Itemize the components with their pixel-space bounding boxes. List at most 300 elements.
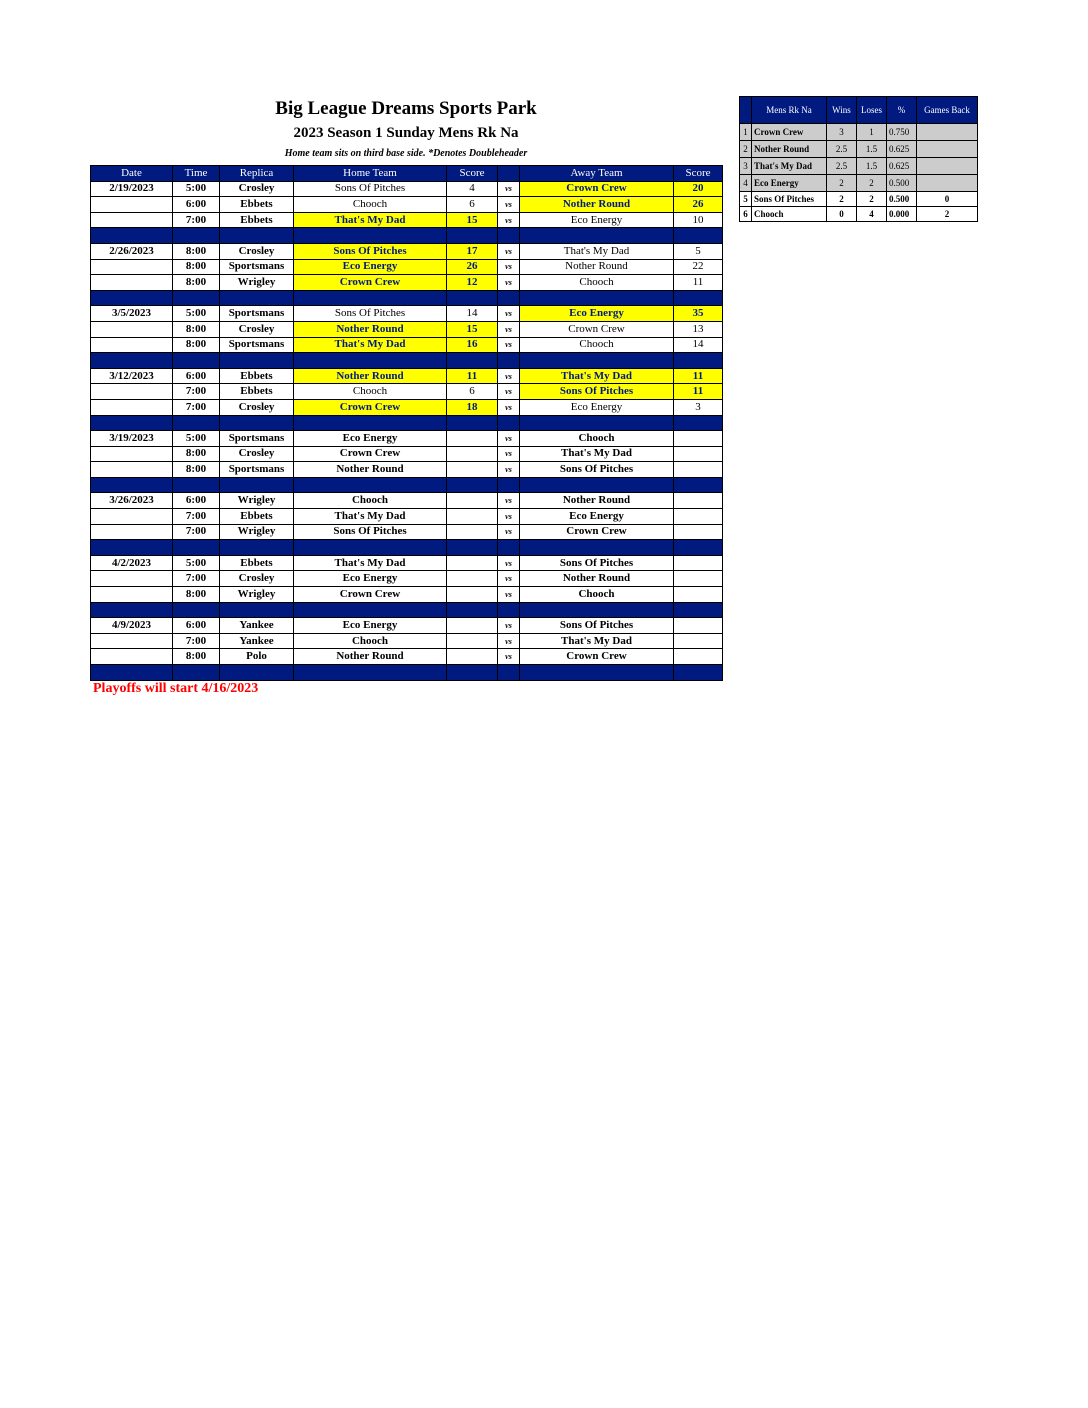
separator-cell (220, 540, 294, 556)
standing-pct: 0.625 (887, 158, 917, 175)
game-row (91, 259, 723, 275)
standings-row (740, 192, 978, 207)
game-time: 6:00 (173, 197, 220, 213)
game-row (91, 555, 723, 571)
separator-cell (498, 353, 520, 369)
away-team: Chooch (520, 275, 674, 291)
standings-col-pct: % (887, 97, 917, 124)
col-date: Date (91, 166, 173, 182)
week-separator (91, 477, 723, 493)
game-date (91, 259, 173, 275)
standings-col-wins: Wins (827, 97, 857, 124)
standings-row (740, 158, 978, 175)
game-date: 2/26/2023 (91, 243, 173, 259)
standing-loses: 2 (857, 175, 887, 192)
standings-col-loses: Loses (857, 97, 887, 124)
away-team: Sons Of Pitches (520, 384, 674, 400)
away-score: 13 (674, 321, 723, 337)
game-row (91, 587, 723, 603)
separator-cell (498, 290, 520, 306)
vs-label: vs (498, 321, 520, 337)
vs-label: vs (498, 618, 520, 634)
game-date: 4/9/2023 (91, 618, 173, 634)
game-row (91, 243, 723, 259)
vs-label: vs (498, 509, 520, 525)
vs-label: vs (498, 587, 520, 603)
game-row (91, 212, 723, 228)
away-team: Crown Crew (520, 181, 674, 197)
standing-games-back: 0 (917, 192, 978, 207)
game-row (91, 384, 723, 400)
col-away-score: Score (674, 166, 723, 182)
away-team: Nother Round (520, 493, 674, 509)
game-date (91, 524, 173, 540)
away-score: 22 (674, 259, 723, 275)
standing-rank: 3 (740, 158, 752, 175)
standing-rank: 1 (740, 124, 752, 141)
game-date: 2/19/2023 (91, 181, 173, 197)
schedule-body (91, 181, 723, 680)
standings-col-games-back: Games Back (917, 97, 978, 124)
home-team: Sons Of Pitches (294, 524, 447, 540)
standing-loses: 1.5 (857, 141, 887, 158)
standing-games-back (917, 124, 978, 141)
home-team: Nother Round (294, 321, 447, 337)
game-date: 3/19/2023 (91, 431, 173, 447)
standing-wins: 2 (827, 192, 857, 207)
vs-label: vs (498, 306, 520, 322)
week-separator (91, 415, 723, 431)
game-date: 3/5/2023 (91, 306, 173, 322)
vs-label: vs (498, 649, 520, 665)
separator-cell (447, 665, 498, 681)
standing-wins: 2.5 (827, 158, 857, 175)
away-team: That's My Dad (520, 446, 674, 462)
separator-cell (220, 602, 294, 618)
game-time: 8:00 (173, 243, 220, 259)
vs-label: vs (498, 399, 520, 415)
separator-cell (447, 353, 498, 369)
away-team: Chooch (520, 587, 674, 603)
vs-label: vs (498, 384, 520, 400)
game-time: 5:00 (173, 431, 220, 447)
separator-cell (91, 353, 173, 369)
home-score: 11 (447, 368, 498, 384)
away-score (674, 509, 723, 525)
away-score: 11 (674, 275, 723, 291)
standing-wins: 0 (827, 207, 857, 222)
week-separator (91, 540, 723, 556)
game-row (91, 181, 723, 197)
away-score (674, 493, 723, 509)
standing-rank: 6 (740, 207, 752, 222)
game-date (91, 633, 173, 649)
home-team: Chooch (294, 493, 447, 509)
game-row (91, 306, 723, 322)
home-team: Crown Crew (294, 399, 447, 415)
away-team: Eco Energy (520, 399, 674, 415)
standing-pct: 0.000 (887, 207, 917, 222)
separator-cell (674, 477, 723, 493)
separator-cell (498, 540, 520, 556)
vs-label: vs (498, 212, 520, 228)
vs-label: vs (498, 493, 520, 509)
game-row (91, 399, 723, 415)
separator-cell (498, 228, 520, 244)
game-field: Crosley (220, 181, 294, 197)
vs-label: vs (498, 337, 520, 353)
home-team: Eco Energy (294, 618, 447, 634)
game-date (91, 212, 173, 228)
game-date: 3/26/2023 (91, 493, 173, 509)
standing-wins: 3 (827, 124, 857, 141)
page-subtitle: 2023 Season 1 Sunday Mens Rk Na (293, 125, 519, 141)
standings-row (740, 175, 978, 192)
vs-label: vs (498, 555, 520, 571)
game-time: 7:00 (173, 524, 220, 540)
standing-loses: 1.5 (857, 158, 887, 175)
away-score (674, 649, 723, 665)
game-time: 5:00 (173, 306, 220, 322)
separator-cell (91, 415, 173, 431)
home-score (447, 618, 498, 634)
game-field: Crosley (220, 446, 294, 462)
away-score: 3 (674, 399, 723, 415)
standing-loses: 4 (857, 207, 887, 222)
schedule-note: Home team sits on third base side. *Denotes Doubleheader (284, 148, 528, 159)
away-team: Nother Round (520, 571, 674, 587)
game-time: 7:00 (173, 571, 220, 587)
separator-cell (520, 353, 674, 369)
game-time: 8:00 (173, 649, 220, 665)
home-score: 14 (447, 306, 498, 322)
home-team: That's My Dad (294, 337, 447, 353)
standing-loses: 2 (857, 192, 887, 207)
standings-col-division: Mens Rk Na (752, 97, 827, 124)
separator-cell (520, 290, 674, 306)
separator-cell (173, 353, 220, 369)
home-team: Eco Energy (294, 571, 447, 587)
away-score: 5 (674, 243, 723, 259)
week-separator (91, 353, 723, 369)
game-field: Crosley (220, 571, 294, 587)
game-date (91, 337, 173, 353)
standing-pct: 0.750 (887, 124, 917, 141)
game-time: 8:00 (173, 446, 220, 462)
standing-games-back (917, 141, 978, 158)
vs-label: vs (498, 275, 520, 291)
vs-label: vs (498, 524, 520, 540)
separator-cell (220, 665, 294, 681)
home-score: 17 (447, 243, 498, 259)
game-field: Sportsmans (220, 337, 294, 353)
vs-label: vs (498, 446, 520, 462)
separator-cell (91, 665, 173, 681)
standing-team: Crown Crew (752, 124, 827, 141)
separator-cell (498, 665, 520, 681)
away-team: Sons Of Pitches (520, 462, 674, 478)
separator-cell (91, 290, 173, 306)
standing-rank: 2 (740, 141, 752, 158)
separator-cell (91, 602, 173, 618)
game-time: 8:00 (173, 321, 220, 337)
game-field: Sportsmans (220, 259, 294, 275)
home-score (447, 555, 498, 571)
game-row (91, 321, 723, 337)
game-time: 6:00 (173, 493, 220, 509)
separator-cell (91, 540, 173, 556)
game-field: Ebbets (220, 197, 294, 213)
separator-cell (294, 228, 447, 244)
away-team: Eco Energy (520, 306, 674, 322)
standings-row (740, 207, 978, 222)
separator-cell (498, 602, 520, 618)
away-score (674, 571, 723, 587)
week-separator (91, 290, 723, 306)
separator-cell (447, 228, 498, 244)
separator-cell (173, 540, 220, 556)
home-team: Nother Round (294, 462, 447, 478)
separator-cell (220, 228, 294, 244)
game-date (91, 462, 173, 478)
game-field: Ebbets (220, 368, 294, 384)
away-score (674, 524, 723, 540)
vs-label: vs (498, 243, 520, 259)
standing-pct: 0.500 (887, 175, 917, 192)
col-away-team: Away Team (520, 166, 674, 182)
separator-cell (294, 353, 447, 369)
home-score (447, 462, 498, 478)
game-field: Wrigley (220, 275, 294, 291)
game-row (91, 571, 723, 587)
standing-wins: 2 (827, 175, 857, 192)
away-team: That's My Dad (520, 243, 674, 259)
home-score: 26 (447, 259, 498, 275)
home-score (447, 571, 498, 587)
separator-cell (173, 602, 220, 618)
separator-cell (294, 415, 447, 431)
away-team: That's My Dad (520, 633, 674, 649)
game-time: 7:00 (173, 509, 220, 525)
schedule-table (90, 165, 723, 681)
separator-cell (520, 477, 674, 493)
game-date (91, 446, 173, 462)
game-field: Crosley (220, 399, 294, 415)
home-score (447, 649, 498, 665)
game-row (91, 649, 723, 665)
standings-row (740, 124, 978, 141)
week-separator (91, 228, 723, 244)
separator-cell (674, 290, 723, 306)
standing-pct: 0.500 (887, 192, 917, 207)
vs-label: vs (498, 181, 520, 197)
vs-label: vs (498, 462, 520, 478)
standing-team: Chooch (752, 207, 827, 222)
col-home-score: Score (447, 166, 498, 182)
separator-cell (674, 602, 723, 618)
separator-cell (520, 228, 674, 244)
standing-team: Nother Round (752, 141, 827, 158)
game-date (91, 649, 173, 665)
home-team: Crown Crew (294, 587, 447, 603)
home-score: 6 (447, 384, 498, 400)
game-field: Ebbets (220, 555, 294, 571)
game-field: Wrigley (220, 587, 294, 603)
separator-cell (220, 353, 294, 369)
standings-body (740, 124, 978, 222)
separator-cell (498, 415, 520, 431)
home-team: Nother Round (294, 368, 447, 384)
week-separator (91, 665, 723, 681)
away-team: That's My Dad (520, 368, 674, 384)
standing-rank: 5 (740, 192, 752, 207)
home-team: Crown Crew (294, 275, 447, 291)
standing-games-back (917, 175, 978, 192)
game-date (91, 384, 173, 400)
separator-cell (447, 290, 498, 306)
game-field: Ebbets (220, 509, 294, 525)
away-team: Chooch (520, 337, 674, 353)
game-row (91, 633, 723, 649)
col-replica: Replica (220, 166, 294, 182)
away-score: 20 (674, 181, 723, 197)
separator-cell (220, 415, 294, 431)
home-team: Chooch (294, 633, 447, 649)
game-row (91, 337, 723, 353)
game-field: Wrigley (220, 493, 294, 509)
game-time: 7:00 (173, 633, 220, 649)
away-score: 35 (674, 306, 723, 322)
game-time: 7:00 (173, 212, 220, 228)
vs-label: vs (498, 368, 520, 384)
away-score: 11 (674, 368, 723, 384)
home-score (447, 509, 498, 525)
week-separator (91, 602, 723, 618)
game-row (91, 197, 723, 213)
separator-cell (173, 228, 220, 244)
game-row (91, 618, 723, 634)
game-date (91, 571, 173, 587)
standing-games-back: 2 (917, 207, 978, 222)
home-score: 4 (447, 181, 498, 197)
game-row (91, 368, 723, 384)
away-score (674, 618, 723, 634)
home-score (447, 493, 498, 509)
game-date (91, 197, 173, 213)
game-row (91, 509, 723, 525)
home-team: Chooch (294, 384, 447, 400)
standing-loses: 1 (857, 124, 887, 141)
standings-table (739, 96, 978, 222)
game-date: 3/12/2023 (91, 368, 173, 384)
home-score: 18 (447, 399, 498, 415)
home-score (447, 587, 498, 603)
home-team: That's My Dad (294, 555, 447, 571)
away-team: Sons Of Pitches (520, 618, 674, 634)
game-date: 4/2/2023 (91, 555, 173, 571)
separator-cell (520, 415, 674, 431)
vs-label: vs (498, 197, 520, 213)
game-time: 7:00 (173, 399, 220, 415)
home-team: Crown Crew (294, 446, 447, 462)
game-time: 8:00 (173, 587, 220, 603)
game-time: 6:00 (173, 618, 220, 634)
game-date (91, 587, 173, 603)
standing-games-back (917, 158, 978, 175)
game-time: 8:00 (173, 259, 220, 275)
game-date (91, 399, 173, 415)
away-score: 10 (674, 212, 723, 228)
standings-col-rank (740, 97, 752, 124)
col-vs (498, 166, 520, 182)
game-row (91, 524, 723, 540)
separator-cell (674, 540, 723, 556)
separator-cell (91, 228, 173, 244)
away-team: Crown Crew (520, 321, 674, 337)
away-score (674, 633, 723, 649)
game-field: Wrigley (220, 524, 294, 540)
separator-cell (674, 415, 723, 431)
separator-cell (294, 602, 447, 618)
home-score: 15 (447, 212, 498, 228)
page-title: Big League Dreams Sports Park (275, 98, 537, 119)
vs-label: vs (498, 571, 520, 587)
game-time: 8:00 (173, 337, 220, 353)
home-team: Sons Of Pitches (294, 243, 447, 259)
separator-cell (674, 228, 723, 244)
game-field: Ebbets (220, 212, 294, 228)
game-time: 5:00 (173, 555, 220, 571)
vs-label: vs (498, 259, 520, 275)
separator-cell (520, 602, 674, 618)
home-score: 12 (447, 275, 498, 291)
playoffs-notice: Playoffs will start 4/16/2023 (93, 681, 259, 696)
home-score: 6 (447, 197, 498, 213)
separator-cell (173, 415, 220, 431)
away-score (674, 587, 723, 603)
game-time: 8:00 (173, 462, 220, 478)
separator-cell (173, 665, 220, 681)
separator-cell (520, 665, 674, 681)
separator-cell (520, 540, 674, 556)
game-field: Sportsmans (220, 306, 294, 322)
standing-team: Sons Of Pitches (752, 192, 827, 207)
game-field: Sportsmans (220, 431, 294, 447)
game-field: Sportsmans (220, 462, 294, 478)
game-field: Polo (220, 649, 294, 665)
game-field: Ebbets (220, 384, 294, 400)
game-date (91, 275, 173, 291)
standing-team: That's My Dad (752, 158, 827, 175)
away-team: Chooch (520, 431, 674, 447)
separator-cell (498, 477, 520, 493)
separator-cell (447, 415, 498, 431)
home-score: 16 (447, 337, 498, 353)
away-score (674, 431, 723, 447)
game-row (91, 493, 723, 509)
game-date (91, 321, 173, 337)
standing-pct: 0.625 (887, 141, 917, 158)
game-time: 6:00 (173, 368, 220, 384)
separator-cell (91, 477, 173, 493)
home-score: 15 (447, 321, 498, 337)
away-score (674, 555, 723, 571)
standings-header-row (740, 97, 978, 124)
game-field: Yankee (220, 618, 294, 634)
separator-cell (294, 477, 447, 493)
away-score (674, 462, 723, 478)
separator-cell (173, 290, 220, 306)
